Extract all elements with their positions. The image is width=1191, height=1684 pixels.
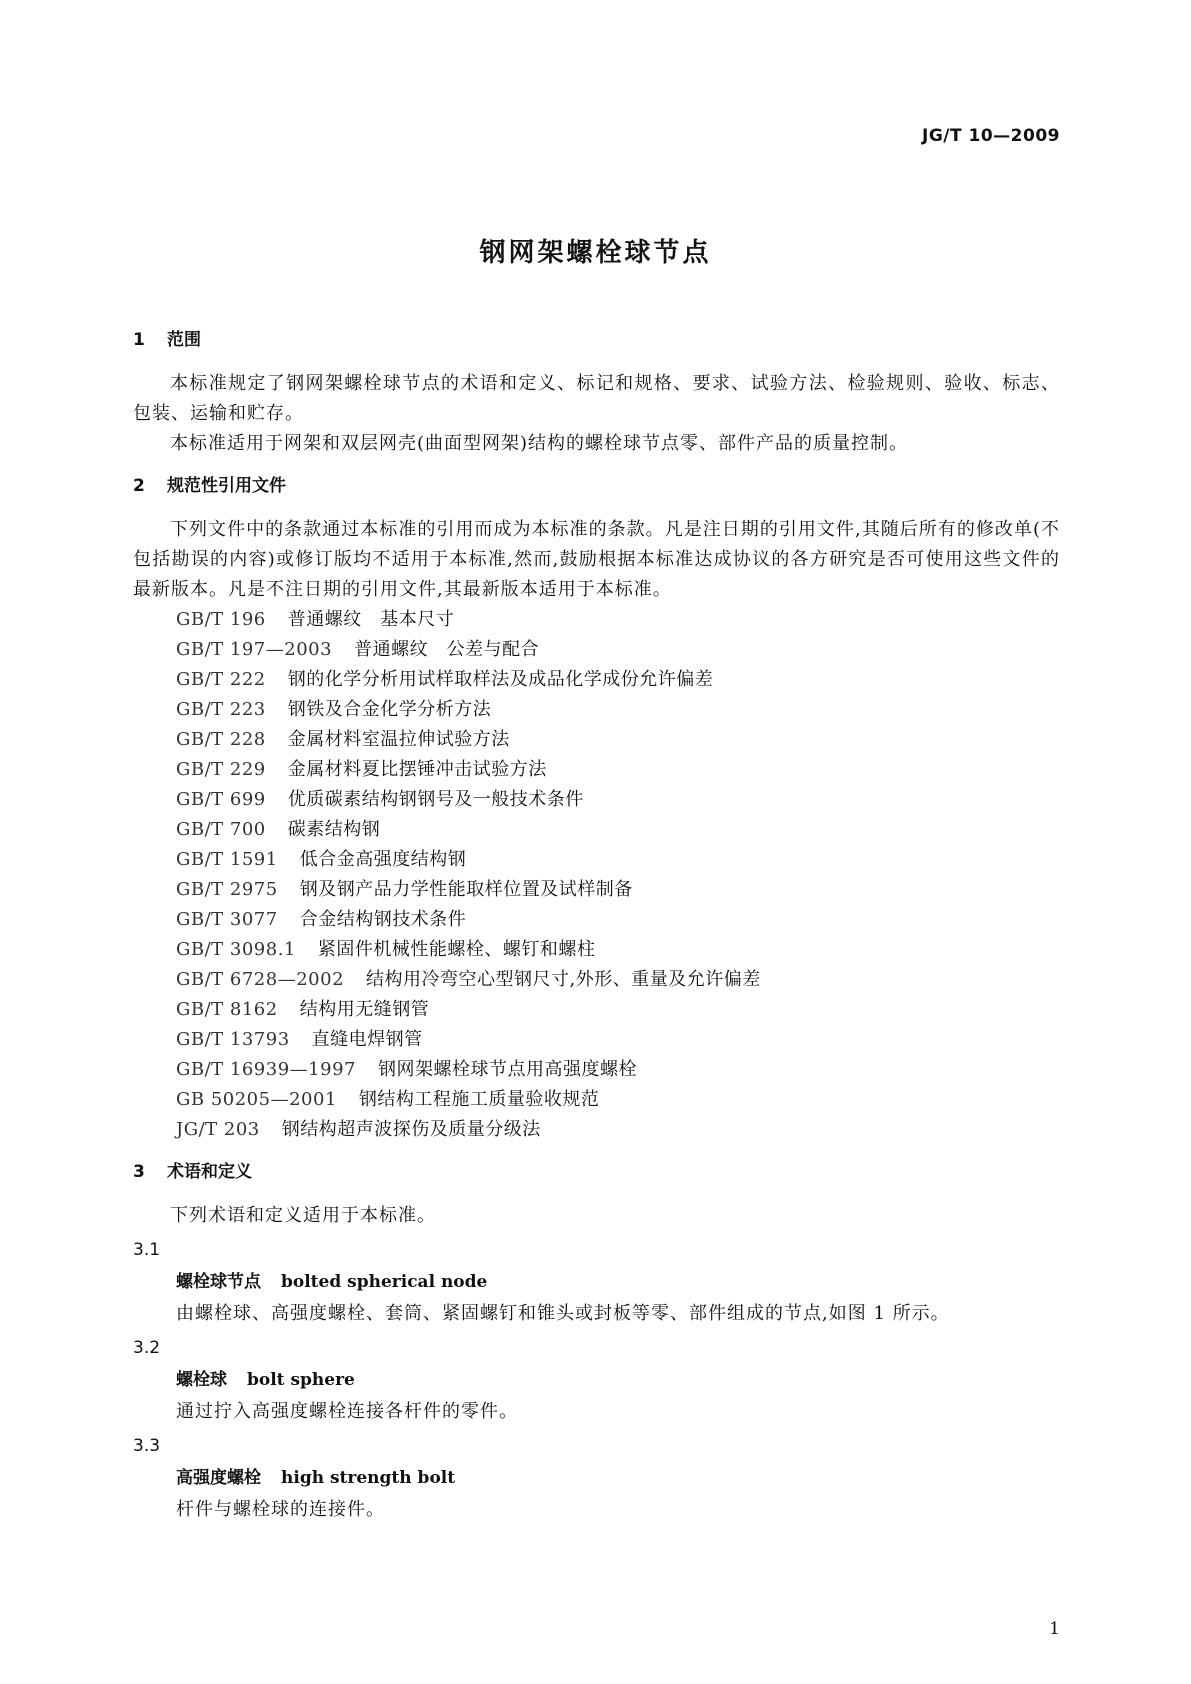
reference-code: GB/T 222 <box>176 669 266 690</box>
reference-name: 碳素结构钢 <box>287 819 381 840</box>
paragraph: 下列术语和定义适用于本标准。 <box>170 1205 436 1226</box>
section-title: 范围 <box>167 330 201 350</box>
term-name-en: high strength bolt <box>281 1468 456 1488</box>
term-number: 3.3 <box>133 1436 161 1456</box>
reference-code: GB/T 1591 <box>176 849 278 870</box>
reference-item <box>133 605 1060 635</box>
reference-name: 结构用冷弯空心型钢尺寸,外形、重量及允许偏差 <box>366 969 761 990</box>
reference-item <box>133 1115 1060 1145</box>
term-name-cn: 螺栓球节点 <box>176 1272 261 1292</box>
section-heading-scope <box>133 325 1060 355</box>
reference-code: GB/T 13793 <box>176 1029 290 1050</box>
reference-code: GB/T 700 <box>176 819 266 840</box>
reference-code: JG/T 203 <box>176 1119 260 1140</box>
document-title: 钢网架螺栓球节点 <box>479 238 712 268</box>
reference-name: 金属材料室温拉伸试验方法 <box>287 729 510 750</box>
reference-item <box>133 1085 1060 1115</box>
reference-name: 钢及钢产品力学性能取样位置及试样制备 <box>299 879 633 900</box>
reference-name: 直缝电焊钢管 <box>311 1029 423 1050</box>
term-definition: 由螺栓球、高强度螺栓、套筒、紧固螺钉和锥头或封板等零、部件组成的节点,如图 1 所示。 <box>176 1303 950 1324</box>
reference-code: GB/T 3077 <box>176 909 278 930</box>
reference-item <box>133 1055 1060 1085</box>
reference-name: 钢的化学分析用试样取样法及成品化学成份允许偏差 <box>287 669 714 690</box>
term-entry <box>133 1333 1060 1427</box>
reference-code: GB/T 2975 <box>176 879 278 900</box>
term-definition: 通过拧入高强度螺栓连接各杆件的零件。 <box>176 1401 518 1422</box>
reference-code: GB/T 196 <box>176 609 266 630</box>
reference-item <box>133 935 1060 965</box>
reference-item <box>133 695 1060 725</box>
reference-name: 金属材料夏比摆锤冲击试验方法 <box>287 759 547 780</box>
section-number: 2 <box>133 476 145 496</box>
term-entry <box>133 1235 1060 1329</box>
section-heading-references <box>133 471 1060 501</box>
section-number: 1 <box>133 330 145 350</box>
reference-name: 合金结构钢技术条件 <box>299 909 467 930</box>
section-heading-terms <box>133 1157 1060 1187</box>
reference-item <box>133 845 1060 875</box>
reference-name: 普通螺纹 公差与配合 <box>354 639 540 660</box>
reference-item <box>133 995 1060 1025</box>
term-entry <box>133 1431 1060 1525</box>
reference-item <box>133 725 1060 755</box>
reference-name: 钢网架螺栓球节点用高强度螺栓 <box>377 1059 637 1080</box>
reference-item <box>133 905 1060 935</box>
standard-code: JG/T 10—2009 <box>922 126 1060 146</box>
paragraph: 本标准规定了钢网架螺栓球节点的术语和定义、标记和规格、要求、试验方法、检验规则、验收、标志、包装、运输和贮存。 <box>133 373 1060 424</box>
reference-item <box>133 635 1060 665</box>
reference-name: 钢结构工程施工质量验收规范 <box>358 1089 600 1110</box>
reference-name: 钢结构超声波探伤及质量分级法 <box>281 1119 541 1140</box>
reference-item <box>133 755 1060 785</box>
reference-item <box>133 665 1060 695</box>
page-number: 1 <box>1049 1619 1060 1639</box>
reference-code: GB/T 6728—2002 <box>176 969 345 990</box>
reference-item <box>133 785 1060 815</box>
reference-list <box>133 605 1060 1145</box>
term-name-cn: 螺栓球 <box>176 1370 227 1390</box>
reference-name: 紧固件机械性能螺栓、螺钉和螺柱 <box>317 939 596 960</box>
reference-item <box>133 1025 1060 1055</box>
reference-item <box>133 875 1060 905</box>
paragraph: 下列文件中的条款通过本标准的引用而成为本标准的条款。凡是注日期的引用文件,其随后所有的修改单(不包括勘误的内容)或修订版均不适用于本标准,然而,鼓励根据本标准达成协议的各方研究是否可使用这些文件的最新版本。凡是不注日期的引用文件,其最新版本适用于本标准。 <box>133 519 1060 600</box>
reference-code: GB/T 228 <box>176 729 266 750</box>
reference-name: 钢铁及合金化学分析方法 <box>287 699 492 720</box>
term-definition: 杆件与螺栓球的连接件。 <box>176 1499 385 1520</box>
reference-code: GB/T 229 <box>176 759 266 780</box>
reference-code: GB/T 223 <box>176 699 266 720</box>
term-name-en: bolt sphere <box>247 1370 355 1390</box>
term-number: 3.1 <box>133 1240 161 1260</box>
section-number: 3 <box>133 1162 145 1182</box>
term-name <box>133 1463 1060 1493</box>
reference-code: GB/T 197—2003 <box>176 639 333 660</box>
reference-name: 低合金高强度结构钢 <box>299 849 467 870</box>
section-title: 术语和定义 <box>167 1162 252 1182</box>
term-name-en: bolted spherical node <box>281 1272 488 1292</box>
reference-name: 普通螺纹 基本尺寸 <box>287 609 455 630</box>
reference-code: GB/T 3098.1 <box>176 939 296 960</box>
reference-code: GB/T 16939—1997 <box>176 1059 356 1080</box>
term-name <box>133 1267 1060 1297</box>
reference-item <box>133 815 1060 845</box>
reference-code: GB 50205—2001 <box>176 1089 337 1110</box>
term-name <box>133 1365 1060 1395</box>
term-number: 3.2 <box>133 1338 161 1358</box>
paragraph: 本标准适用于网架和双层网壳(曲面型网架)结构的螺栓球节点零、部件产品的质量控制。 <box>170 433 909 454</box>
term-name-cn: 高强度螺栓 <box>176 1468 261 1488</box>
reference-name: 优质碳素结构钢钢号及一般技术条件 <box>287 789 584 810</box>
reference-code: GB/T 8162 <box>176 999 278 1020</box>
section-title: 规范性引用文件 <box>167 476 286 496</box>
reference-code: GB/T 699 <box>176 789 266 810</box>
document-body <box>133 325 1060 1525</box>
reference-item <box>133 965 1060 995</box>
reference-name: 结构用无缝钢管 <box>299 999 430 1020</box>
